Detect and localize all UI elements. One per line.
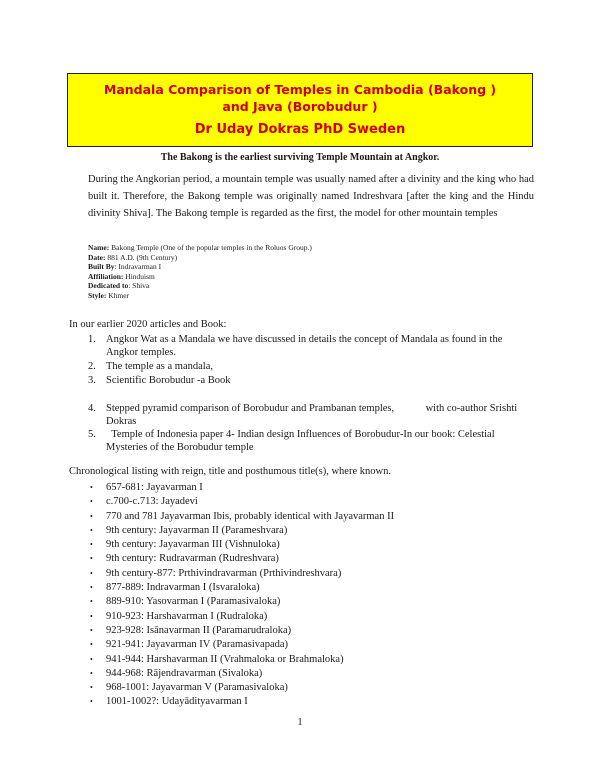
fact-row	[88, 281, 312, 291]
bullet: •	[90, 511, 93, 521]
bullet: •	[90, 697, 93, 707]
subtitle: The Bakong is the earliest surviving Temple Mountain at Angkor.	[160, 152, 440, 163]
ruler-item	[90, 538, 394, 552]
ruler-item	[90, 524, 394, 538]
temple-facts	[88, 243, 312, 300]
article-number: 1.	[88, 334, 96, 345]
fact-label: Style:	[88, 290, 107, 300]
bullet: •	[90, 525, 93, 535]
article-number: 5.	[88, 429, 96, 440]
ruler-item	[90, 510, 394, 524]
ruler-item	[90, 667, 394, 681]
fact-row	[88, 243, 312, 253]
ruler-text: 9th century-877: Prthivindravarman (Prthivindreshvara)	[106, 567, 342, 579]
fact-row	[88, 262, 312, 272]
author-line: Dr Uday Dokras PhD Sweden	[194, 122, 406, 137]
ruler-item	[90, 481, 394, 495]
fact-label: Affiliation:	[88, 271, 124, 281]
ruler-text: 889-910: Yasovarman I (Paramasivaloka)	[106, 596, 281, 608]
fact-value: : Indravarman I	[114, 262, 162, 271]
intro-paragraph: During the Angkorian period, a mountain temple was usually named after a divinity and the king who had built it. Therefore, the Bakong temple was originally named Indreshvara [after the king and the Hindu divinity Shiva]. The Bakong temple is regarded as the first, the model for other mountain temples	[88, 174, 534, 219]
ruler-text: 770 and 781 Jayavarman Ibis, probably identical with Jayavarman II	[106, 510, 395, 522]
fact-value: Hinduism	[123, 271, 155, 281]
bullet: •	[90, 483, 93, 492]
article-text: Stepped pyramid comparison of Borobudur and Prambanan temples, with co-author Srishti Dokras	[106, 403, 520, 427]
ruler-item	[90, 595, 394, 609]
article-text: Scientific Borobudur -a Book	[106, 375, 231, 386]
ruler-text: 968-1001: Jayavarman V (Paramasivaloka)	[106, 682, 288, 694]
bullet: •	[90, 568, 93, 578]
fact-label: Dedicated to	[88, 281, 129, 290]
article-number: 2.	[88, 361, 96, 372]
ruler-item	[90, 581, 394, 595]
ruler-item	[90, 624, 394, 638]
page-number: 1	[297, 717, 303, 728]
ruler-text: 9th century: Jayavarman II (Parameshvara)	[106, 524, 288, 536]
fact-row	[88, 272, 312, 282]
bullet: •	[90, 683, 93, 693]
ruler-item	[90, 681, 394, 695]
ruler-item	[90, 567, 394, 581]
bullet: •	[90, 611, 93, 621]
ruler-item	[90, 653, 394, 667]
ruler-item	[90, 495, 394, 509]
article-number: 3.	[88, 375, 96, 386]
article-text: The temple as a mandala,	[106, 361, 213, 372]
fact-row	[88, 253, 312, 263]
article-text: Temple of Indonesia paper 4- Indian design Influences of Borobudur-In our book: Celestial Mysteries of the Borobudur temple	[106, 429, 498, 453]
articles-intro: In our earlier 2020 articles and Book:	[69, 319, 227, 330]
ruler-text: 944-968: Rājendravarman (Sivaloka)	[106, 667, 263, 679]
ruler-text: 910-923: Harshavarman I (Rudraloka)	[106, 610, 268, 622]
fact-label: Built By	[88, 262, 115, 271]
bullet: •	[90, 640, 93, 650]
fact-value: : Shiva	[128, 281, 150, 290]
ruler-item	[90, 552, 394, 566]
bullet: •	[90, 654, 93, 664]
ruler-item	[90, 695, 394, 709]
ruler-text: 657-681: Jayavarman I	[106, 482, 203, 493]
rulers-list	[90, 481, 394, 710]
ruler-text: 1001-1002?: Udayādityavarman I	[106, 696, 248, 708]
ruler-text: 877-889: Indravarman I (Isvaraloka)	[106, 582, 260, 594]
fact-value: Bakong Temple (One of the popular temples in the Roluos Group.)	[109, 243, 312, 252]
bullet: •	[90, 583, 93, 593]
fact-value: Khmer	[106, 290, 130, 300]
bullet: •	[90, 668, 93, 678]
article-text: Angkor Wat as a Mandala we have discussed in details the concept of Mandala as found in the Angkor temples.	[106, 334, 503, 358]
title-line-1: Mandala Comparison of Temples in Cambodia (Bakong )	[103, 82, 497, 97]
bullet: •	[90, 497, 93, 507]
ruler-item	[90, 610, 394, 624]
article-number: 4.	[88, 403, 96, 414]
ruler-text: 9th century: Jayavarman III (Vishnuloka)	[106, 539, 280, 551]
bullet: •	[90, 554, 93, 564]
ruler-text: 923-928: Isānavarman II (Paramarudraloka)	[106, 624, 292, 636]
bullet: •	[90, 625, 93, 635]
ruler-text: c.700-c.713: Jayadevi	[106, 496, 198, 508]
fact-label: Name:	[88, 243, 110, 252]
chronology-intro: Chronological listing with reign, title and posthumous title(s), where known.	[69, 466, 391, 477]
fact-row	[88, 291, 312, 301]
fact-value: 881 A.D. (9th Century)	[105, 252, 178, 262]
bullet: •	[90, 597, 93, 607]
fact-label: Date:	[88, 252, 106, 262]
title-line-2: and Java (Borobudur )	[222, 99, 378, 114]
ruler-text: 9th century: Rudravarman (Rudreshvara)	[106, 553, 279, 565]
ruler-item	[90, 638, 394, 652]
ruler-text: 921-941: Jayavarman IV (Paramasivapada)	[106, 639, 289, 651]
ruler-text: 941-944: Harshavarman II (Vrahmaloka or Brahmaloka)	[106, 653, 344, 665]
title-box	[67, 73, 533, 147]
bullet: •	[90, 540, 93, 550]
